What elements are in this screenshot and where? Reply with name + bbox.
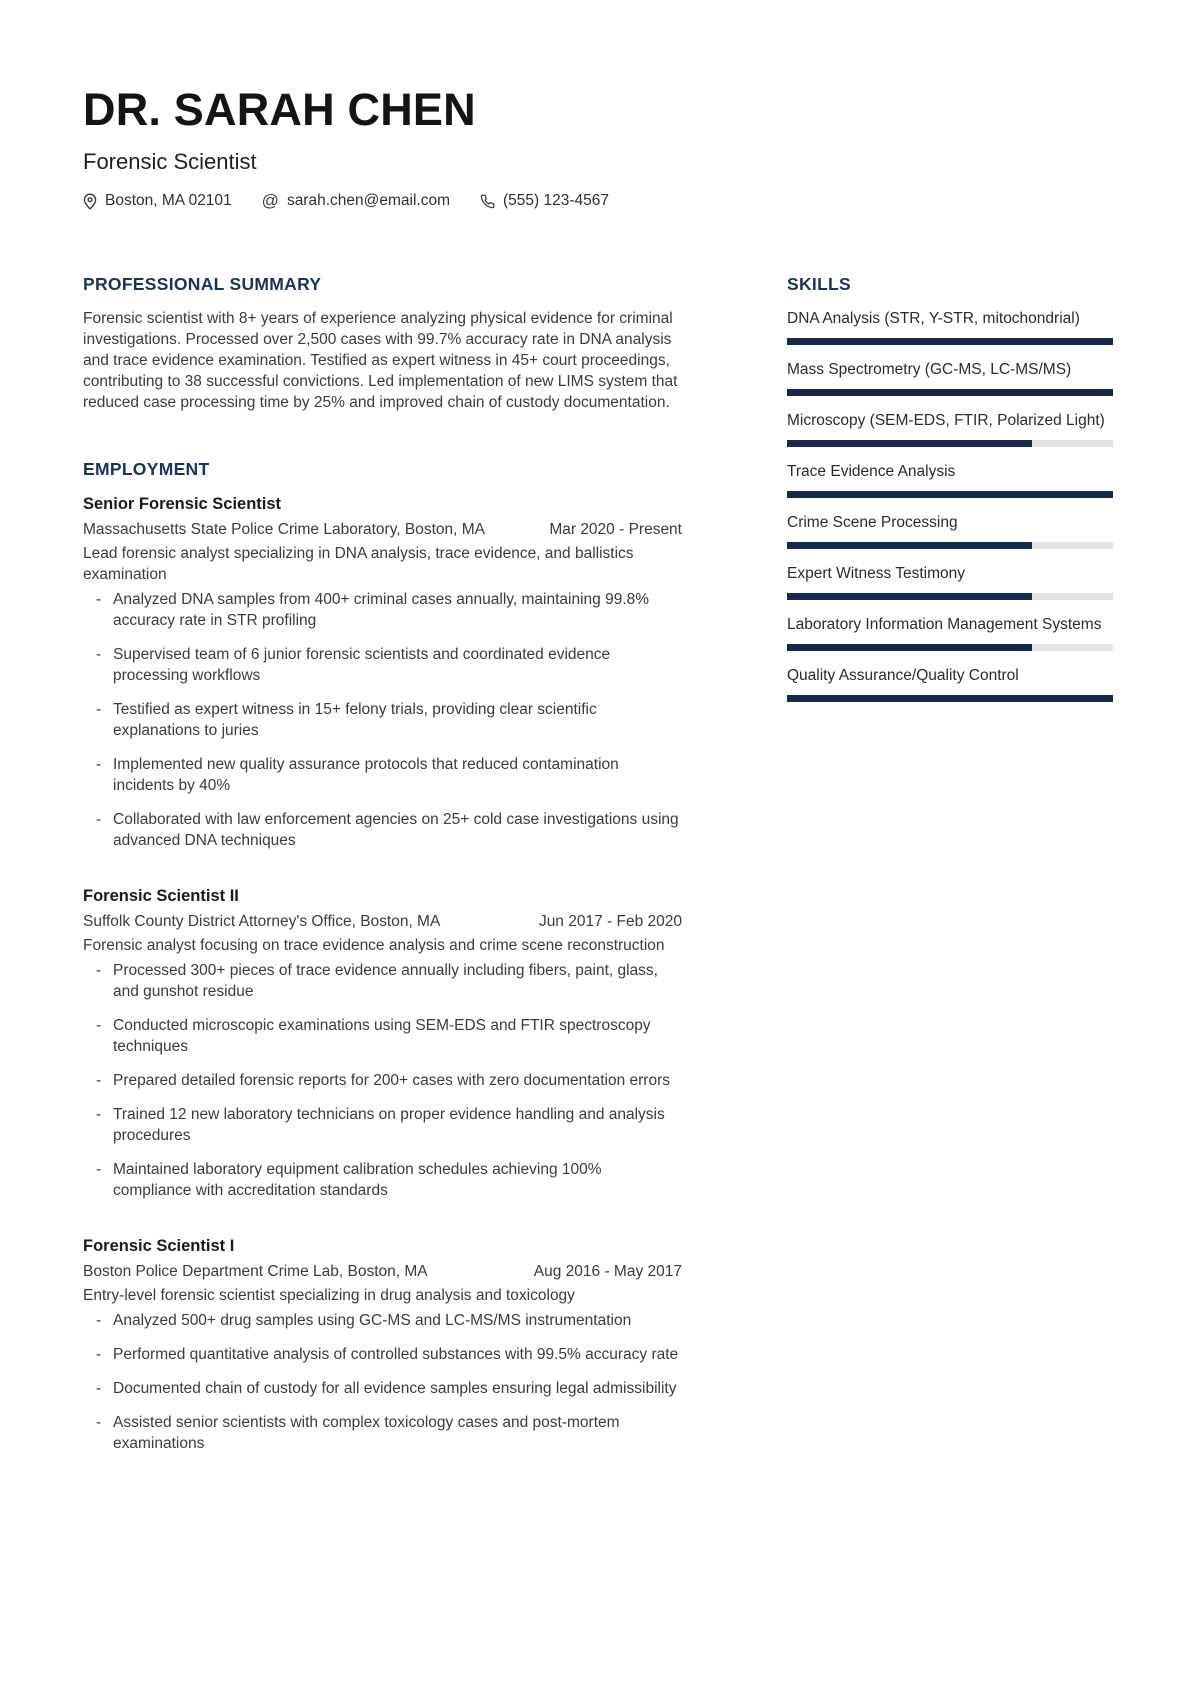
skill-item xyxy=(787,614,1113,651)
contact-location xyxy=(83,192,232,210)
skill-bar-track xyxy=(787,593,1113,600)
skill-label: Trace Evidence Analysis xyxy=(787,463,956,480)
phone-icon xyxy=(480,194,495,209)
phone-text: (555) 123-4567 xyxy=(503,192,609,209)
bullet-item xyxy=(83,1070,682,1091)
bullet-text: Analyzed 500+ drug samples using GC-MS and LC-MS/MS instrumentation xyxy=(113,1312,632,1329)
bullet-text: Documented chain of custody for all evidence samples ensuring legal admissibility xyxy=(113,1380,677,1397)
bullet-text: Processed 300+ pieces of trace evidence annually including fibers, paint, glass, and gunshot residue xyxy=(113,962,658,1000)
bullet-item xyxy=(83,1104,682,1146)
job-bullets xyxy=(83,589,682,851)
job-entry xyxy=(83,885,682,1201)
skill-item xyxy=(787,308,1113,345)
skill-bar-track xyxy=(787,338,1113,345)
bullet-text: Trained 12 new laboratory technicians on proper evidence handling and analysis procedures xyxy=(113,1106,665,1144)
person-name: DR. SARAH CHEN xyxy=(83,84,476,135)
bullet-dash: - xyxy=(96,1346,102,1363)
contact-phone xyxy=(480,192,609,210)
job-title: Forensic Scientist I xyxy=(83,1237,235,1255)
bullet-dash: - xyxy=(96,646,102,663)
jobs-list xyxy=(83,493,682,1454)
bullet-dash: - xyxy=(96,701,102,718)
skill-label: Expert Witness Testimony xyxy=(787,565,966,582)
skill-bar-fill xyxy=(787,491,1113,498)
skill-item xyxy=(787,512,1113,549)
bullet-item xyxy=(83,644,682,686)
resume-body xyxy=(83,274,1113,1454)
job-company-row xyxy=(83,1261,682,1282)
bullet-dash: - xyxy=(96,1072,102,1089)
bullet-dash: - xyxy=(96,811,102,828)
skill-item xyxy=(787,665,1113,702)
job-description: Lead forensic analyst specializing in DNA analysis, trace evidence, and ballistics examination xyxy=(83,545,634,583)
bullet-text: Performed quantitative analysis of controlled substances with 99.5% accuracy rate xyxy=(113,1346,679,1363)
skill-label: Quality Assurance/Quality Control xyxy=(787,667,1019,684)
bullet-text: Prepared detailed forensic reports for 200+ cases with zero documentation errors xyxy=(113,1072,671,1089)
summary-heading: PROFESSIONAL SUMMARY xyxy=(83,274,322,294)
bullet-item xyxy=(83,589,682,631)
job-entry xyxy=(83,1235,682,1454)
skill-item xyxy=(787,359,1113,396)
job-company: Massachusetts State Police Crime Laboratory, Boston, MA xyxy=(83,521,486,538)
skill-bar-track xyxy=(787,389,1113,396)
job-bullets xyxy=(83,960,682,1201)
skill-label: Laboratory Information Management Systems xyxy=(787,616,1102,633)
job-description: Forensic analyst focusing on trace evidence analysis and crime scene reconstruction xyxy=(83,937,665,954)
bullet-text: Assisted senior scientists with complex toxicology cases and post-mortem examinations xyxy=(113,1414,620,1452)
skill-item xyxy=(787,461,1113,498)
skill-bar-fill xyxy=(787,338,1113,345)
employment-section xyxy=(83,459,682,1454)
bullet-dash: - xyxy=(96,1312,102,1329)
bullet-dash: - xyxy=(96,962,102,979)
bullet-dash: - xyxy=(96,756,102,773)
job-title: Forensic Scientist II xyxy=(83,887,239,905)
skill-bar-track xyxy=(787,695,1113,702)
main-column xyxy=(83,274,682,1454)
person-title: Forensic Scientist xyxy=(83,149,257,174)
skill-bar-fill xyxy=(787,389,1113,396)
skill-item xyxy=(787,563,1113,600)
job-company-row xyxy=(83,911,682,932)
job-company: Boston Police Department Crime Lab, Boston, MA xyxy=(83,1263,428,1280)
contact-row xyxy=(83,192,1113,210)
contact-email xyxy=(262,192,450,210)
skill-label: Microscopy (SEM-EDS, FTIR, Polarized Light) xyxy=(787,412,1105,429)
job-title: Senior Forensic Scientist xyxy=(83,495,282,513)
summary-text: Forensic scientist with 8+ years of experience analyzing physical evidence for criminal investigations. Processed over 2,500 cases with 99.7% accuracy rate in DNA analysis and trace evidence examination. Testified as expert witness in 45+ court proceedings, contributing to 38 successful convictions. Led implementation of new LIMS system that reduced case processing time by 25% and improved chain of custody documentation. xyxy=(83,310,678,411)
job-dates: Mar 2020 - Present xyxy=(549,521,682,538)
skill-bar-fill xyxy=(787,644,1032,651)
bullet-text: Collaborated with law enforcement agencies on 25+ cold case investigations using advanced DNA techniques xyxy=(113,811,679,849)
skill-bar-track xyxy=(787,542,1113,549)
job-company-row xyxy=(83,519,682,540)
bullet-dash: - xyxy=(96,1380,102,1397)
location-pin-icon xyxy=(83,193,97,210)
bullet-item xyxy=(83,1344,682,1365)
bullet-dash: - xyxy=(96,1161,102,1178)
skill-bar-track xyxy=(787,440,1113,447)
job-entry xyxy=(83,493,682,851)
skill-bar-track xyxy=(787,644,1113,651)
skill-bar-fill xyxy=(787,593,1032,600)
bullet-text: Implemented new quality assurance protocols that reduced contamination incidents by 40% xyxy=(113,756,619,794)
location-text: Boston, MA 02101 xyxy=(105,192,232,209)
bullet-item xyxy=(83,809,682,851)
bullet-dash: - xyxy=(96,1017,102,1034)
skill-bar-fill xyxy=(787,542,1032,549)
bullet-item xyxy=(83,1412,682,1454)
job-dates: Jun 2017 - Feb 2020 xyxy=(538,913,682,930)
resume-header xyxy=(83,84,1113,210)
job-company: Suffolk County District Attorney's Office, Boston, MA xyxy=(83,913,441,930)
skill-label: Mass Spectrometry (GC-MS, LC-MS/MS) xyxy=(787,361,1072,378)
summary-section xyxy=(83,274,682,413)
bullet-text: Conducted microscopic examinations using SEM-EDS and FTIR spectroscopy techniques xyxy=(113,1017,651,1055)
bullet-dash: - xyxy=(96,1414,102,1431)
employment-heading: EMPLOYMENT xyxy=(83,459,210,479)
bullet-dash: - xyxy=(96,591,102,608)
job-dates: Aug 2016 - May 2017 xyxy=(533,1263,682,1280)
skills-heading: SKILLS xyxy=(787,274,852,294)
bullet-item xyxy=(83,1159,682,1201)
skill-label: DNA Analysis (STR, Y-STR, mitochondrial) xyxy=(787,310,1080,327)
email-at-icon: @ xyxy=(261,191,279,210)
bullet-item xyxy=(83,699,682,741)
bullet-text: Supervised team of 6 junior forensic scientists and coordinated evidence processing workflows xyxy=(113,646,611,684)
bullet-text: Maintained laboratory equipment calibration schedules achieving 100% compliance with accreditation standards xyxy=(113,1161,602,1199)
skill-bar-fill xyxy=(787,440,1032,447)
email-text: sarah.chen@email.com xyxy=(286,192,450,209)
skill-label: Crime Scene Processing xyxy=(787,514,958,531)
skill-bar-track xyxy=(787,491,1113,498)
skills-column xyxy=(787,274,1113,716)
bullet-item xyxy=(83,1378,682,1399)
skill-item xyxy=(787,410,1113,447)
skill-bar-fill xyxy=(787,695,1113,702)
bullet-item xyxy=(83,1310,682,1331)
bullet-item xyxy=(83,960,682,1002)
job-description: Entry-level forensic scientist specializing in drug analysis and toxicology xyxy=(83,1287,575,1304)
bullet-text: Testified as expert witness in 15+ felony trials, providing clear scientific explanations to juries xyxy=(113,701,597,739)
bullet-item xyxy=(83,754,682,796)
skills-list xyxy=(787,308,1113,702)
job-bullets xyxy=(83,1310,682,1454)
bullet-text: Analyzed DNA samples from 400+ criminal cases annually, maintaining 99.8% accuracy rate in STR profiling xyxy=(113,591,650,629)
bullet-item xyxy=(83,1015,682,1057)
bullet-dash: - xyxy=(96,1106,102,1123)
